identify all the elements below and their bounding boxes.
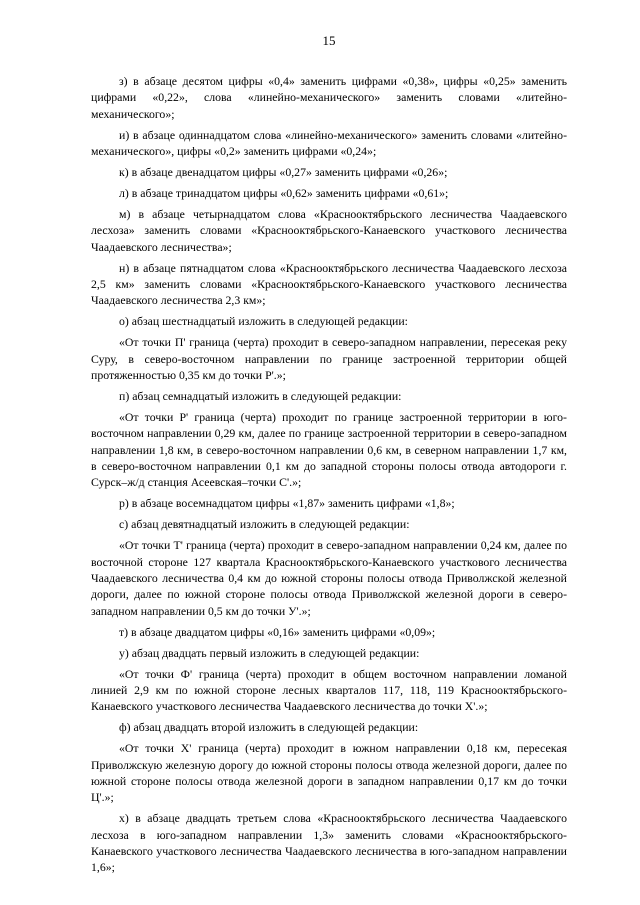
paragraph-p: п) абзац семнадцатый изложить в следующей редакции: — [119, 388, 402, 403]
paragraph-l: л) в абзаце тринадцатом цифры «0,62» заменить цифрами «0,61»; — [119, 185, 449, 200]
paragraph-f: ф) абзац двадцать второй изложить в следующей редакции: — [119, 720, 419, 735]
paragraph-f-quote: «От точки Х' граница (черта) проходит в южном направлении 0,18 км, пересекая Приволжскую железную дорогу до южной стороны полосы отвода железной дороги, далее по южной стороне полосы отвода железной дороги в западном направлении 0,17 км до точки Ц'.»; — [91, 741, 567, 805]
document-page — [91, 0, 567, 905]
paragraph-o-quote: «От точки П' граница (черта) проходит в северо-западном направлении, пересекая реку Суру, в северо-восточном направлении по границе застроенной территории общей протяженностью 0,35 км до точки Р'.»; — [91, 335, 567, 382]
paragraph-u-quote: «От точки Ф' граница (черта) проходит в общем восточном направлении ломаной линией 2,9 км по южной стороне лесных кварталов 117, 118, 119 Краснооктябрьского-Канаевского участкового лесничества Чаадаевского лесничества до точки Х'.»; — [91, 666, 567, 714]
page-number: 15 — [322, 33, 336, 48]
paragraph-o: о) абзац шестнадцатый изложить в следующей редакции: — [119, 314, 408, 329]
paragraph-p-quote: «От точки Р' граница (черта) проходит по границе застроенной территории в юго-восточном направлении 0,29 км, далее по границе застроенной территории в северо-западном направлении 1,8 км, в северо-восточном направлении 0,6 км, в северном направлении 1,7 км, в северо-восточном направлении 0,1 км до западной стороны полосы отвода автодороги г. Сурск–ж/д станция Асеевская–точки С'.»; — [91, 409, 567, 490]
paragraph-s: с) абзац девятнадцатый изложить в следующей редакции: — [119, 517, 410, 532]
paragraph-k: к) в абзаце двенадцатом цифры «0,27» заменить цифрами «0,26»; — [119, 165, 448, 180]
paragraph-u: у) абзац двадцать первый изложить в следующей редакции: — [119, 645, 420, 660]
paragraph-kh: х) в абзаце двадцать третьем слова «Краснооктябрьского лесничества Чаадаевского лесхоза в юго-западном направлении 1,3» заменить словами «Краснооктябрьского-Канаевского участкового лесничества Чаадаевского лесничества в юго-западном направлении 1,6»; — [91, 811, 567, 875]
paragraph-r: р) в абзаце восемнадцатом цифры «1,87» заменить цифрами «1,8»; — [119, 496, 455, 511]
paragraph-i: и) в абзаце одиннадцатом слова «линейно-механического» заменить словами «литейно-механического», цифры «0,2» заменить цифрами «0,24»; — [91, 127, 567, 159]
document-body — [91, 73, 567, 880]
paragraph-m: м) в абзаце четырнадцатом слова «Краснооктябрьского лесничества Чаадаевского лесхоза» заменить словами «Краснооктябрьского-Канаевского участкового лесничества Чаадаевского лесничества»; — [91, 206, 567, 254]
paragraph-t: т) в абзаце двадцатом цифры «0,16» заменить цифрами «0,09»; — [119, 624, 436, 639]
paragraph-s-quote: «От точки Т' граница (черта) проходит в северо-западном направлении 0,24 км, далее по восточной стороне 127 квартала Краснооктябрьского-Канаевского участкового лесничества Чаадаевского лесничества 0,4 км до южной стороны полосы отвода Приволжской железной дороги, далее по южной стороне полосы отвода Приволжской железной дороги в северо-западном направлении 0,5 км до точки У'.»; — [91, 538, 567, 618]
paragraph-n: н) в абзаце пятнадцатом слова «Краснооктябрьского лесничества Чаадаевского лесхоза 2,5 км» заменить словами «Краснооктябрьского-Канаевского участкового лесничества Чаадаевского лесничества 2,3 км»; — [91, 260, 567, 308]
paragraph-z: з) в абзаце десятом цифры «0,4» заменить цифрами «0,38», цифры «0,25» заменить цифрами «0,22», слова «линейно-механического» заменить словами «литейно-механического»; — [91, 74, 567, 121]
